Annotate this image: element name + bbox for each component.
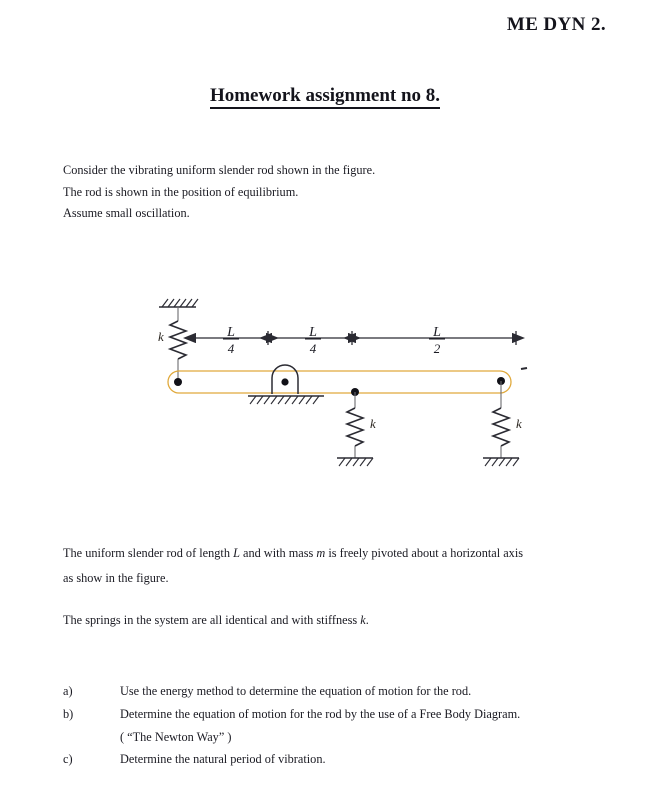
desc-p2-t1: The springs in the system are all identical and with stiffness xyxy=(63,613,361,627)
desc-p1-t2: and with mass xyxy=(239,546,317,560)
desc-p1-t3: is freely pivoted about a horizontal axis xyxy=(325,546,524,560)
intro-paragraph xyxy=(63,160,583,225)
intro-line-3: Assume small oscillation. xyxy=(63,206,190,220)
list-item xyxy=(63,703,583,725)
description-paragraph-1 xyxy=(63,541,573,591)
desc-p1-line2: as show in the figure. xyxy=(63,571,169,585)
description-paragraph-2 xyxy=(63,608,573,633)
svg-text:L: L xyxy=(309,325,317,340)
desc-p2-t2: . xyxy=(365,613,369,627)
question-text-a: Use the energy method to determine the equation of motion for the rod. xyxy=(120,684,472,698)
spring-right-label: k xyxy=(516,416,522,431)
svg-text:2: 2 xyxy=(433,341,441,356)
question-text-c: Determine the natural period of vibration. xyxy=(120,752,326,766)
question-text-b: Determine the equation of motion for the rod by the use of a Free Body Diagram. xyxy=(120,707,521,721)
question-label-b: b) xyxy=(63,707,74,721)
list-item xyxy=(63,748,583,770)
desc-p1-t1: The uniform slender rod of length xyxy=(63,546,234,560)
svg-text:4: 4 xyxy=(227,341,235,356)
dimension-segment-1 xyxy=(196,331,268,345)
ceiling-support-icon xyxy=(159,299,198,307)
intro-line-2: The rod is shown in the position of equilibrium. xyxy=(63,184,299,199)
dimension-segment-3 xyxy=(356,331,516,345)
course-code: ME DYN 2. xyxy=(506,14,606,35)
spring-right-bottom-icon xyxy=(483,381,519,466)
dimension-label-2 xyxy=(305,325,321,356)
desc-p1-var-L: L xyxy=(233,546,240,560)
svg-text:L: L xyxy=(227,325,235,340)
question-label-a: a) xyxy=(63,684,73,698)
desc-p1-var-m: m xyxy=(316,546,326,560)
rod-joint-middle xyxy=(351,388,359,396)
dimension-label-3 xyxy=(429,325,445,356)
spring-middle-bottom-icon xyxy=(337,392,373,466)
dimension-label-1 xyxy=(223,325,239,356)
rod-joint-left xyxy=(174,378,182,386)
stray-tick-mark xyxy=(521,368,527,369)
question-label-c: c) xyxy=(63,752,73,766)
pivot-support-icon xyxy=(248,365,324,404)
desc-p2-var-k: k xyxy=(360,613,366,627)
svg-text:4: 4 xyxy=(309,341,317,356)
dimension-segment-2 xyxy=(272,331,352,345)
list-item xyxy=(63,680,583,702)
page-title-text: Homework assignment no 8. xyxy=(210,85,440,109)
rod-joint-right xyxy=(497,377,505,385)
spring-middle-label: k xyxy=(370,416,376,431)
question-list xyxy=(63,680,583,771)
question-subtext-b: ( “The Newton Way” ) xyxy=(120,730,232,744)
slender-rod xyxy=(168,371,511,393)
spring-left-top-icon xyxy=(170,307,186,380)
spring-left-label: k xyxy=(158,329,164,344)
intro-line-1: Consider the vibrating uniform slender rod shown in the figure. xyxy=(63,163,376,177)
page-title xyxy=(0,85,650,107)
svg-text:L: L xyxy=(433,325,441,340)
